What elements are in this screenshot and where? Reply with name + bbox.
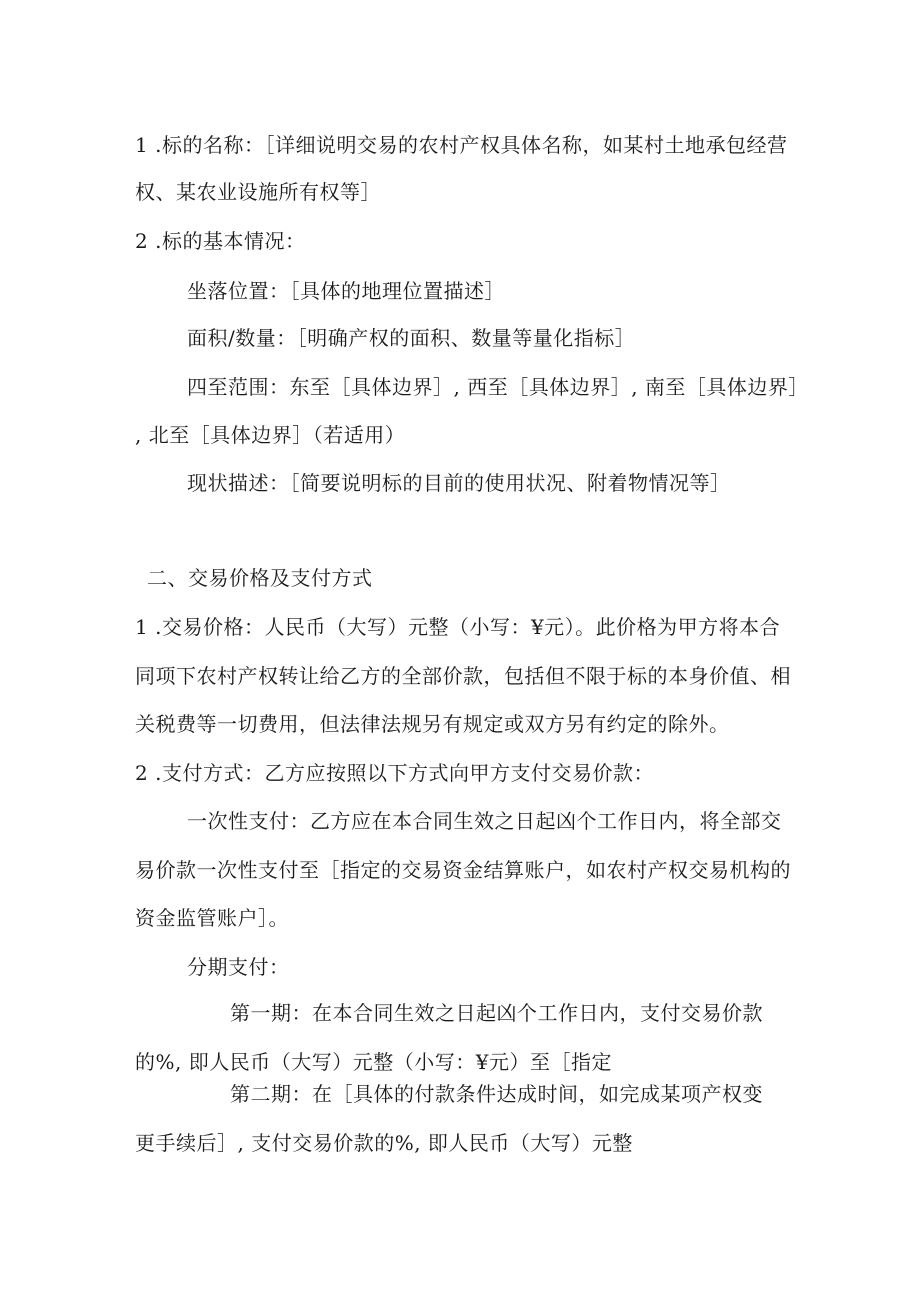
text-line: 一次性支付：乙方应在本合同生效之日起凶个工作日内，将全部交 — [187, 809, 782, 833]
text-line: 面积/数量：［明确产权的面积、数量等量化指标］ — [187, 326, 636, 350]
text-line: 同项下农村产权转让给乙方的全部价款，包括但不限于标的本身价值、相 — [135, 664, 791, 688]
text-line: 第二期：在［具体的付款条件达成时间，如完成某项产权变 — [230, 1082, 763, 1106]
text-line: 四至范围：东至［具体边界］, 西至［具体边界］, 南至［具体边界］ — [187, 375, 809, 399]
text-line: 关税费等一切费用，但法律法规另有规定或双方另有约定的除外。 — [135, 712, 730, 736]
text-line: 更手续后］, 支付交易价款的%, 即人民币（大写）元整 — [135, 1131, 633, 1155]
text-line: 2 .标的基本情况： — [135, 229, 306, 253]
text-line: , 北至［具体边界］（若适用） — [135, 423, 406, 447]
text-line: 易价款一次性支付至［指定的交易资金结算账户，如农村产权交易机构的 — [135, 858, 791, 882]
text-line: 现状描述：［简要说明标的目前的使用状况、附着物情况等］ — [187, 471, 731, 495]
text-line: 1 .交易价格：人民币（大写）元整（小写：¥元）。此价格为甲方将本合 — [135, 615, 781, 639]
text-line: 权、某农业设施所有权等］ — [135, 180, 381, 204]
text-line: 第一期：在本合同生效之日起凶个工作日内，支付交易价款 — [230, 1001, 763, 1025]
text-line: 的%, 即人民币（大写）元整（小写：¥元）至［指定 — [135, 1050, 612, 1074]
text-line: 分期支付： — [187, 955, 290, 979]
text-line: 1 .标的名称：［详细说明交易的农村产权具体名称，如某村土地承包经营 — [135, 133, 788, 157]
text-line: 2 .支付方式：乙方应按照以下方式向甲方支付交易价款： — [135, 761, 654, 785]
text-line: 资金监管账户］。 — [135, 906, 289, 930]
section-heading: 二、交易价格及支付方式 — [147, 566, 373, 590]
text-line: 坐落位置：［具体的地理位置描述］ — [187, 279, 505, 303]
